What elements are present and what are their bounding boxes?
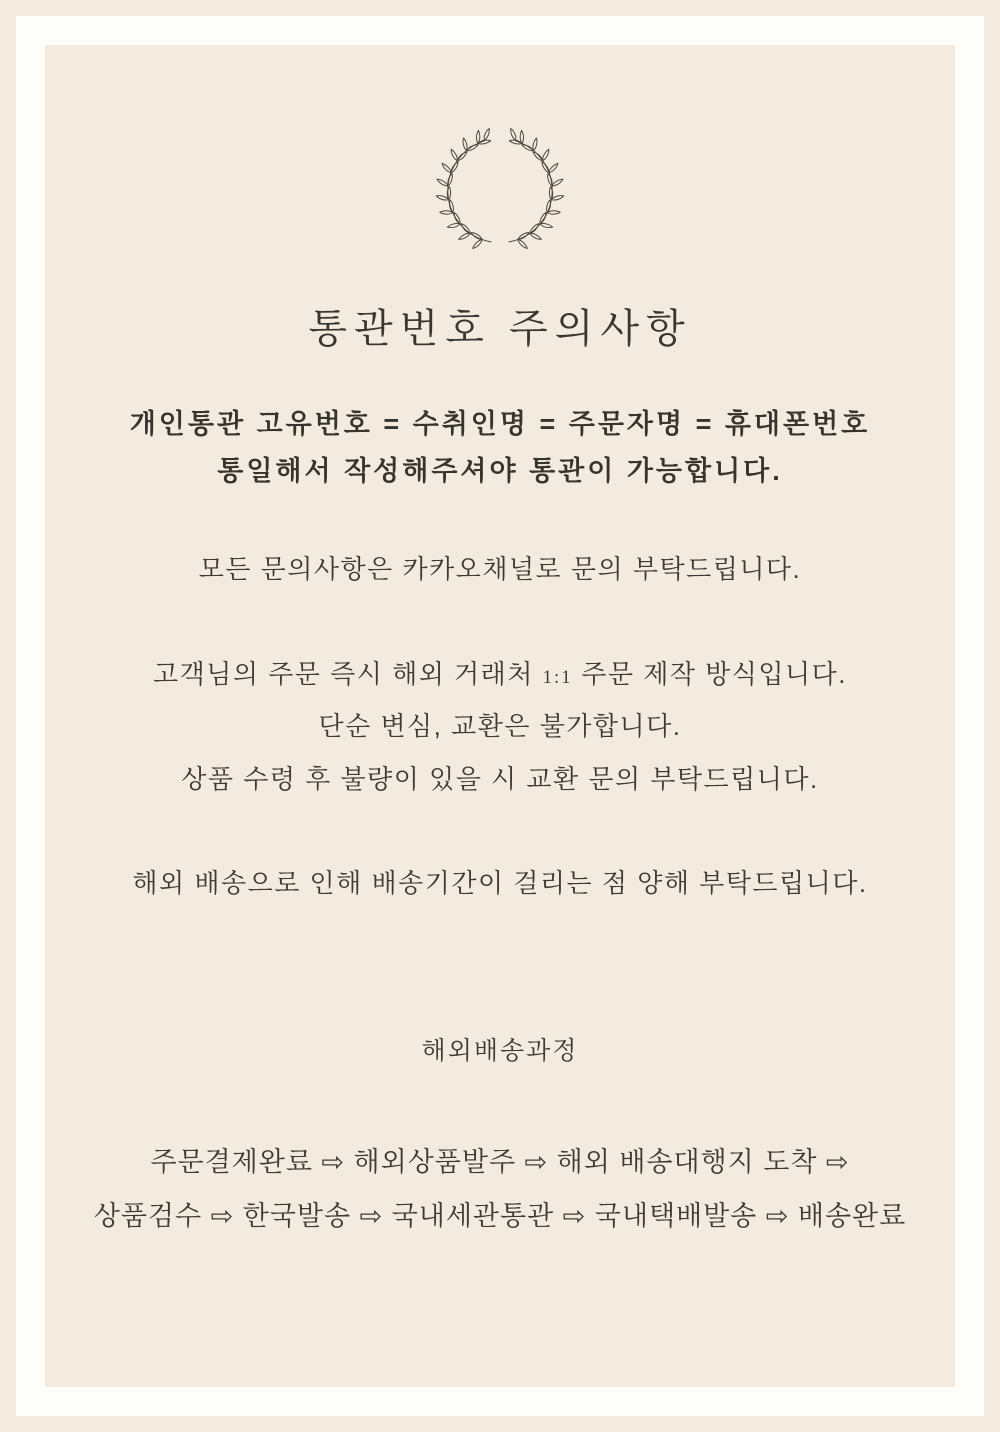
one-to-one-ratio: 1:1 — [542, 667, 573, 688]
customs-rule-line2: 통일해서 작성해주셔야 통관이 가능합니다. — [217, 456, 783, 486]
laurel-wreath-icon — [418, 118, 582, 264]
shipping-note: 해외 배송으로 인해 배송기간이 걸리는 점 양해 부탁드립니다. — [132, 868, 868, 898]
customs-rule-line1: 개인통관 고유번호 = 수취인명 = 주문자명 = 휴대폰번호 — [129, 409, 871, 439]
process-flow-line2: 상품검수 ⇨ 한국발송 ⇨ 국내세관통관 ⇨ 국내택배발송 ⇨ 배송완료 — [93, 1201, 907, 1231]
order-policy-line2: 단순 변심, 교환은 불가합니다. — [318, 711, 682, 741]
order-policy-line1 — [0, 654, 1000, 691]
order-policy-line3: 상품 수령 후 불량이 있을 시 교환 문의 부탁드립니다. — [181, 764, 819, 794]
page-title: 통관번호 주의사항 — [308, 307, 692, 351]
order-policy-line1-prefix: 고객님의 주문 즉시 해외 거래처 — [153, 659, 543, 689]
process-flow-line1: 주문결제완료 ⇨ 해외상품발주 ⇨ 해외 배송대행지 도착 ⇨ — [150, 1147, 850, 1177]
order-policy-line1-suffix: 주문 제작 방식입니다. — [572, 659, 847, 689]
inquiry-note: 모든 문의사항은 카카오채널로 문의 부탁드립니다. — [198, 554, 802, 584]
process-heading: 해외배송과정 — [421, 1037, 579, 1065]
